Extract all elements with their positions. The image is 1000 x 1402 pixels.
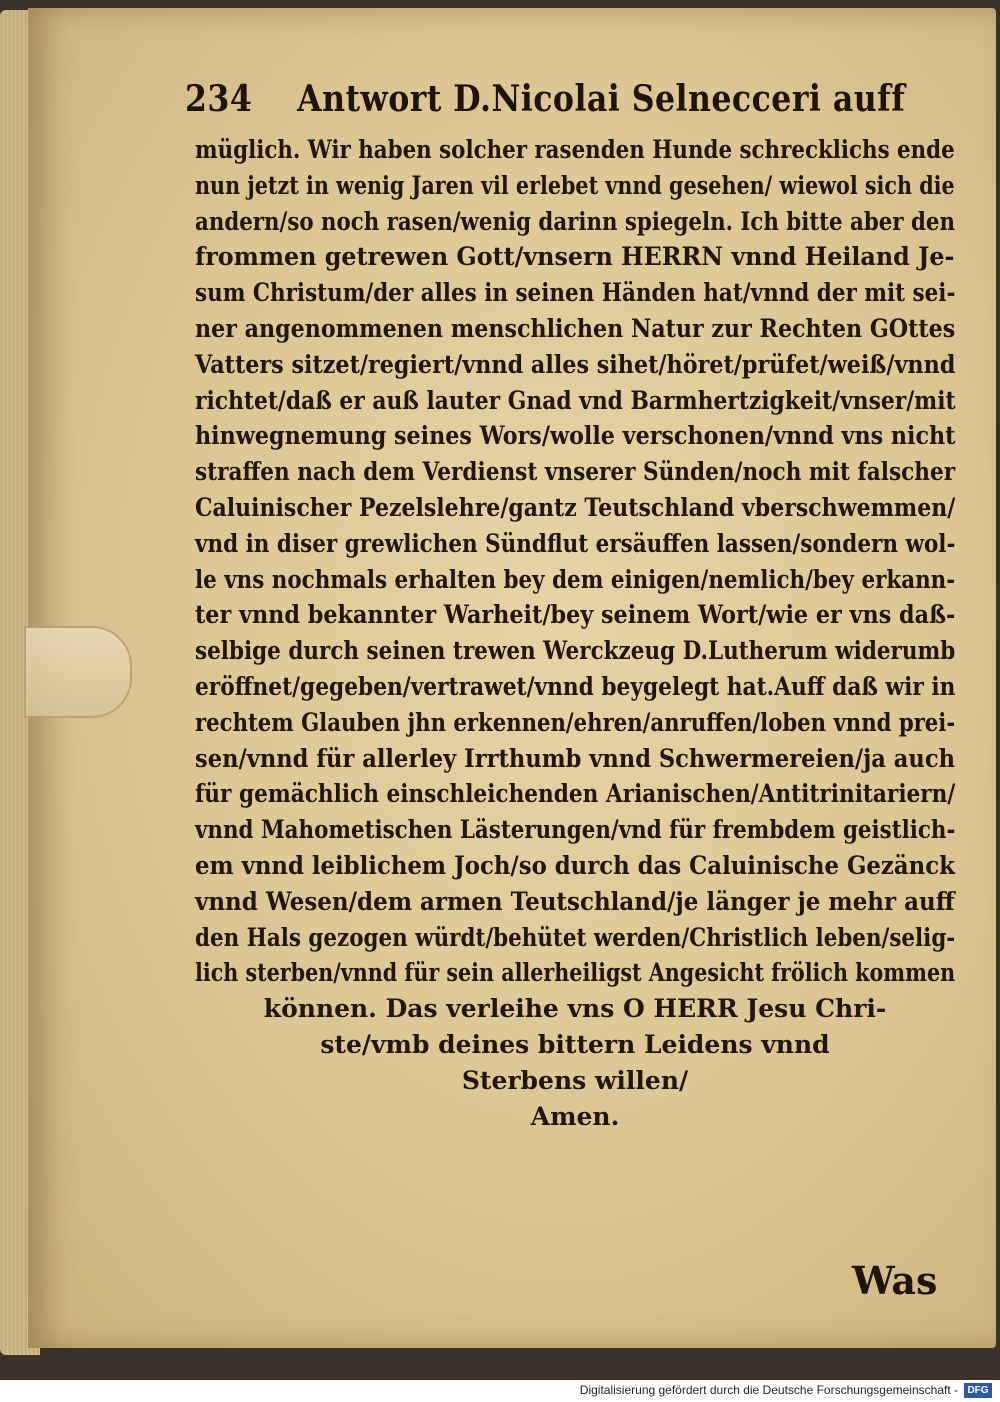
bookmark-tab [24, 626, 132, 718]
text-line: Vatters sitzet/regiert/vnnd alles sihet/höret/prüfet/weiß/vnnd [195, 349, 956, 379]
text-line: Caluinischer Pezelslehre/gantz Teutschland vberschwemmen/ [195, 492, 956, 522]
text-line: vnnd Wesen/dem armen Teutschland/je länger je mehr auff [195, 886, 955, 916]
text-line: selbige durch seinen trewen Werckzeug D.Lutherum widerumb [195, 636, 956, 666]
text-line: hinwegnemung seines Wors/wolle verschonen/vnnd vns nicht [195, 421, 956, 451]
running-title: Antwort D.Nicolai Selnecceri auff [297, 78, 906, 120]
text-line: lich sterben/vnnd für sein allerheiligst Angesicht frölich kommen [195, 958, 956, 988]
closing-line: ste/vmb deines bittern Leidens vnnd [320, 1029, 830, 1059]
text-line: nun jetzt in wenig Jaren vil erlebet vnnd gesehen/ wiewol sich die [195, 170, 955, 200]
text-line: andern/so noch rasen/wenig darinn spiegeln. Ich bitte aber den [195, 206, 955, 236]
closing-line-amen: Amen. [530, 1101, 620, 1131]
page-number: 234 [185, 78, 253, 120]
catchword: Was [852, 1258, 938, 1303]
page-header [185, 78, 906, 126]
closing-line: können. Das verleihe vns O HERR Jesu Chri- [263, 994, 887, 1024]
text-line: rechtem Glauben jhn erkennen/ehren/anruffen/loben vnnd prei- [195, 707, 956, 737]
closing-line: Sterbens willen/ [461, 1065, 689, 1095]
text-line: straffen nach dem Verdienst vnserer Sünden/noch mit falscher [195, 457, 956, 487]
text-line: eröffnet/gegeben/vertrawet/vnnd beygelegt hat.Auff daß wir in [195, 671, 956, 701]
body-text [195, 132, 955, 1134]
text-line: vnd in diser grewlichen Sündflut ersäuffen lassen/sondern wol- [195, 528, 956, 558]
text-line: ner angenommenen menschlichen Natur zur Rechten GOttes [195, 313, 956, 343]
text-line: ter vnnd bekannter Warheit/bey seinem Wort/wie er vns daß- [195, 600, 956, 630]
text-line: für gemächlich einschleichenden Arianischen/Antitrinitariern/ [195, 779, 956, 809]
footer-credit: Digitalisierung gefördert durch die Deutsche Forschungsgemeinschaft - [579, 1383, 958, 1397]
text-line: richtet/daß er auß lauter Gnad vnd Barmhertzigkeit/vnser/mit [195, 385, 956, 415]
text-line: frommen getrewen Gott/vnsern HERRN vnnd Heiland Je- [195, 242, 955, 272]
text-line: sen/vnnd für allerley Irrthumb vnnd Schwermereien/ja auch [195, 743, 955, 773]
text-line: sum Christum/der alles in seinen Händen hat/vnnd der mit sei- [195, 278, 956, 308]
text-line: den Hals gezogen würdt/behütet werden/Christlich leben/selig- [195, 922, 956, 952]
digitization-footer [0, 1380, 1000, 1402]
text-line: em vnnd leiblichem Joch/so durch das Caluinische Gezänck [195, 850, 955, 880]
text-line: vnnd Mahometischen Lästerungen/vnd für frembdem geistlich- [195, 815, 956, 845]
text-line: le vns nochmals erhalten bey dem einigen/nemlich/bey erkann- [195, 564, 956, 594]
dfg-logo: DFG [964, 1383, 992, 1398]
text-line: müglich. Wir haben solcher rasenden Hunde schrecklichs ende [195, 135, 955, 164]
